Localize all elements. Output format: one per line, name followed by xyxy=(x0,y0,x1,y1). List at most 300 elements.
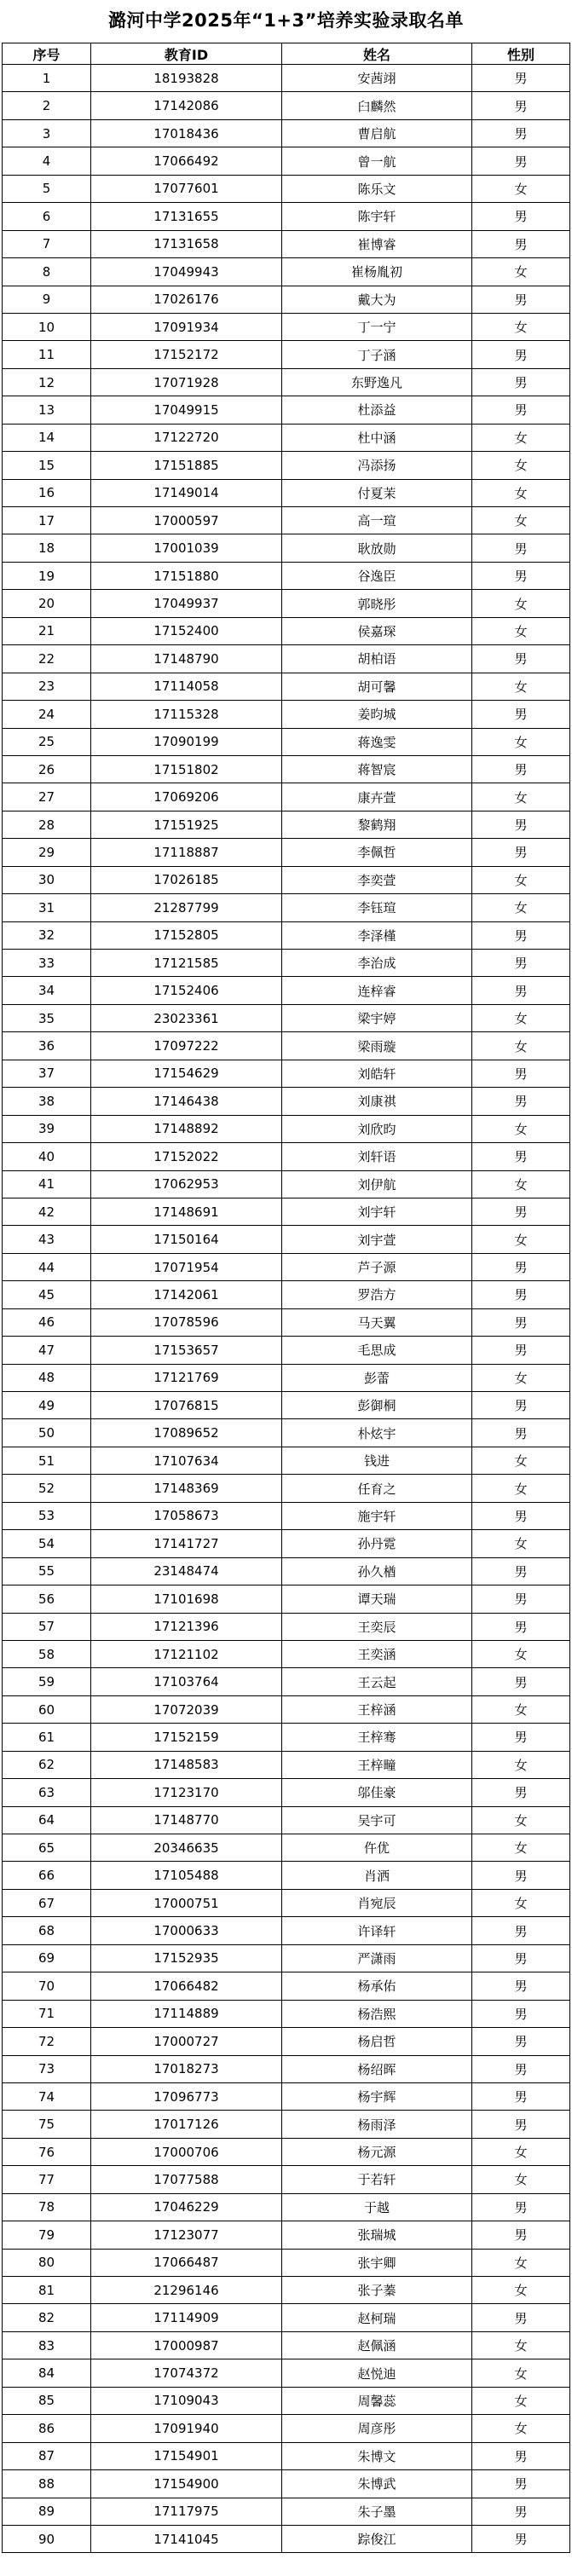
table-row xyxy=(3,2331,570,2359)
cell-index: 43 xyxy=(3,1226,91,1253)
cell-edu-id: 17142086 xyxy=(91,92,282,119)
cell-index: 17 xyxy=(3,507,91,534)
cell-gender: 女 xyxy=(472,1530,570,1557)
cell-index: 7 xyxy=(3,230,91,257)
cell-edu-id: 17049915 xyxy=(91,396,282,424)
cell-edu-id: 17114909 xyxy=(91,2304,282,2331)
cell-gender: 男 xyxy=(472,2442,570,2469)
table-row xyxy=(3,341,570,368)
cell-edu-id: 17105488 xyxy=(91,1862,282,1889)
cell-name: 刘宇轩 xyxy=(282,1198,472,1225)
cell-edu-id: 17150164 xyxy=(91,1226,282,1253)
table-row xyxy=(3,2249,570,2276)
cell-edu-id: 17123170 xyxy=(91,1779,282,1806)
cell-index: 44 xyxy=(3,1253,91,1280)
cell-name: 耿放勋 xyxy=(282,534,472,562)
cell-name: 刘宇萱 xyxy=(282,1226,472,1253)
table-row xyxy=(3,1115,570,1142)
cell-index: 18 xyxy=(3,534,91,562)
cell-index: 26 xyxy=(3,755,91,783)
cell-gender: 女 xyxy=(472,507,570,534)
cell-edu-id: 17142061 xyxy=(91,1281,282,1308)
cell-edu-id: 17001039 xyxy=(91,534,282,562)
cell-gender: 男 xyxy=(472,230,570,257)
cell-gender: 女 xyxy=(472,1834,570,1862)
cell-gender: 女 xyxy=(472,590,570,617)
cell-gender: 女 xyxy=(472,1032,570,1060)
table-row xyxy=(3,1834,570,1862)
table-row xyxy=(3,2166,570,2193)
cell-edu-id: 17069206 xyxy=(91,783,282,811)
cell-name: 李治成 xyxy=(282,950,472,977)
cell-index: 73 xyxy=(3,2055,91,2082)
cell-gender: 女 xyxy=(472,452,570,479)
column-header-edu-id: 教育ID xyxy=(91,43,282,65)
cell-gender: 男 xyxy=(472,1585,570,1613)
cell-index: 28 xyxy=(3,811,91,838)
cell-index: 68 xyxy=(3,1917,91,1944)
cell-index: 33 xyxy=(3,950,91,977)
cell-edu-id: 17000751 xyxy=(91,1889,282,1916)
cell-index: 39 xyxy=(3,1115,91,1142)
cell-edu-id: 17151802 xyxy=(91,755,282,783)
cell-index: 79 xyxy=(3,2221,91,2249)
cell-gender: 女 xyxy=(472,175,570,202)
cell-name: 安茜翊 xyxy=(282,65,472,92)
table-row xyxy=(3,1944,570,1972)
cell-gender: 男 xyxy=(472,1088,570,1115)
table-row xyxy=(3,2082,570,2110)
cell-gender: 女 xyxy=(472,2138,570,2165)
cell-index: 22 xyxy=(3,645,91,673)
cell-name: 于若轩 xyxy=(282,2166,472,2193)
table-row xyxy=(3,2470,570,2498)
cell-gender: 男 xyxy=(472,1862,570,1889)
cell-gender: 女 xyxy=(472,783,570,811)
cell-index: 35 xyxy=(3,1004,91,1031)
cell-name: 张瑞城 xyxy=(282,2221,472,2249)
table-row xyxy=(3,2359,570,2387)
cell-edu-id: 17090199 xyxy=(91,728,282,755)
cell-index: 23 xyxy=(3,673,91,700)
cell-gender: 女 xyxy=(472,617,570,644)
cell-index: 49 xyxy=(3,1392,91,1419)
cell-index: 15 xyxy=(3,452,91,479)
cell-edu-id: 17152172 xyxy=(91,341,282,368)
cell-edu-id: 17153657 xyxy=(91,1337,282,1364)
cell-edu-id: 17077601 xyxy=(91,175,282,202)
cell-gender: 男 xyxy=(472,92,570,119)
cell-name: 赵佩涵 xyxy=(282,2331,472,2359)
cell-gender: 男 xyxy=(472,977,570,1004)
cell-index: 37 xyxy=(3,1060,91,1087)
cell-edu-id: 17117975 xyxy=(91,2498,282,2525)
cell-name: 杨启哲 xyxy=(282,2028,472,2055)
table-row xyxy=(3,2498,570,2525)
cell-name: 郭晓彤 xyxy=(282,590,472,617)
table-row xyxy=(3,1308,570,1336)
cell-edu-id: 17148583 xyxy=(91,1751,282,1778)
cell-index: 9 xyxy=(3,286,91,313)
table-row xyxy=(3,424,570,451)
cell-name: 梁雨璇 xyxy=(282,1032,472,1060)
cell-edu-id: 17091934 xyxy=(91,313,282,340)
cell-name: 朴炫宇 xyxy=(282,1419,472,1447)
cell-edu-id: 17000633 xyxy=(91,1917,282,1944)
cell-name: 吴宇可 xyxy=(282,1806,472,1834)
cell-index: 65 xyxy=(3,1834,91,1862)
cell-gender: 女 xyxy=(472,424,570,451)
cell-name: 黎鹤翔 xyxy=(282,811,472,838)
cell-edu-id: 17114058 xyxy=(91,673,282,700)
cell-edu-id: 17046229 xyxy=(91,2193,282,2221)
cell-gender: 女 xyxy=(472,894,570,921)
cell-gender: 男 xyxy=(472,1308,570,1336)
cell-gender: 女 xyxy=(472,1751,570,1778)
cell-gender: 男 xyxy=(472,1060,570,1087)
table-row xyxy=(3,1613,570,1640)
cell-edu-id: 17148790 xyxy=(91,645,282,673)
cell-name: 杨承佑 xyxy=(282,1972,472,2000)
cell-name: 蒋逸雯 xyxy=(282,728,472,755)
cell-edu-id: 17151880 xyxy=(91,562,282,589)
table-body xyxy=(3,65,570,2553)
cell-name: 邬佳豪 xyxy=(282,1779,472,1806)
cell-name: 施宇轩 xyxy=(282,1502,472,1529)
cell-edu-id: 23023361 xyxy=(91,1004,282,1031)
table-row xyxy=(3,1972,570,2000)
table-row xyxy=(3,1281,570,1308)
cell-gender: 女 xyxy=(472,1475,570,1502)
table-row xyxy=(3,645,570,673)
cell-name: 孙久楢 xyxy=(282,1557,472,1585)
table-row xyxy=(3,2111,570,2138)
cell-name: 曹启航 xyxy=(282,119,472,147)
table-row xyxy=(3,1640,570,1667)
cell-gender: 男 xyxy=(472,811,570,838)
cell-index: 12 xyxy=(3,368,91,396)
cell-gender: 女 xyxy=(472,1447,570,1474)
cell-gender: 女 xyxy=(472,1889,570,1916)
table-header-row xyxy=(3,43,570,65)
cell-name: 仵优 xyxy=(282,1834,472,1862)
table-row xyxy=(3,755,570,783)
table-row xyxy=(3,1530,570,1557)
cell-name: 张子蓁 xyxy=(282,2277,472,2304)
cell-edu-id: 17148892 xyxy=(91,1115,282,1142)
table-row xyxy=(3,92,570,119)
table-row xyxy=(3,1668,570,1695)
cell-gender: 女 xyxy=(472,1640,570,1667)
table-row xyxy=(3,258,570,286)
cell-edu-id: 17118887 xyxy=(91,839,282,866)
cell-gender: 男 xyxy=(472,2000,570,2027)
cell-name: 臼麟然 xyxy=(282,92,472,119)
cell-edu-id: 18193828 xyxy=(91,65,282,92)
cell-edu-id: 17058673 xyxy=(91,1502,282,1529)
cell-index: 14 xyxy=(3,424,91,451)
cell-index: 90 xyxy=(3,2525,91,2552)
table-row xyxy=(3,479,570,506)
table-row xyxy=(3,1226,570,1253)
cell-edu-id: 17148770 xyxy=(91,1806,282,1834)
cell-gender: 男 xyxy=(472,1143,570,1170)
cell-gender: 女 xyxy=(472,2277,570,2304)
table-row xyxy=(3,701,570,728)
cell-edu-id: 17141045 xyxy=(91,2525,282,2552)
cell-gender: 女 xyxy=(472,1115,570,1142)
cell-edu-id: 17152159 xyxy=(91,1724,282,1751)
cell-index: 84 xyxy=(3,2359,91,2387)
cell-gender: 男 xyxy=(472,203,570,230)
table-row xyxy=(3,1337,570,1364)
cell-index: 55 xyxy=(3,1557,91,1585)
table-row xyxy=(3,313,570,340)
cell-edu-id: 21287799 xyxy=(91,894,282,921)
cell-edu-id: 17115328 xyxy=(91,701,282,728)
cell-name: 朱博武 xyxy=(282,2470,472,2498)
cell-edu-id: 17000987 xyxy=(91,2331,282,2359)
cell-gender: 女 xyxy=(472,1695,570,1723)
table-row xyxy=(3,2304,570,2331)
cell-name: 梁宇婷 xyxy=(282,1004,472,1031)
table-row xyxy=(3,1475,570,1502)
cell-index: 10 xyxy=(3,313,91,340)
cell-gender: 女 xyxy=(472,2415,570,2442)
cell-gender: 男 xyxy=(472,1337,570,1364)
table-row xyxy=(3,2000,570,2027)
admission-list-table xyxy=(2,43,570,2553)
table-row xyxy=(3,175,570,202)
cell-edu-id: 17018273 xyxy=(91,2055,282,2082)
cell-edu-id: 17148369 xyxy=(91,1475,282,1502)
cell-name: 蒋智宸 xyxy=(282,755,472,783)
cell-name: 连梓睿 xyxy=(282,977,472,1004)
cell-index: 86 xyxy=(3,2415,91,2442)
cell-gender: 男 xyxy=(472,701,570,728)
cell-gender: 男 xyxy=(472,65,570,92)
table-row xyxy=(3,1198,570,1225)
page-title: 潞河中学2025年“1+3”培养实验录取名单 xyxy=(108,10,464,31)
cell-name: 于越 xyxy=(282,2193,472,2221)
cell-index: 27 xyxy=(3,783,91,811)
cell-name: 周馨蕊 xyxy=(282,2387,472,2414)
cell-index: 21 xyxy=(3,617,91,644)
cell-name: 刘皓轩 xyxy=(282,1060,472,1087)
cell-gender: 男 xyxy=(472,1724,570,1751)
cell-name: 康卉萱 xyxy=(282,783,472,811)
table-row xyxy=(3,368,570,396)
cell-index: 53 xyxy=(3,1502,91,1529)
cell-name: 李佩哲 xyxy=(282,839,472,866)
cell-gender: 男 xyxy=(472,1253,570,1280)
cell-name: 朱博文 xyxy=(282,2442,472,2469)
cell-edu-id: 17148691 xyxy=(91,1198,282,1225)
cell-index: 24 xyxy=(3,701,91,728)
cell-index: 50 xyxy=(3,1419,91,1447)
cell-name: 钱进 xyxy=(282,1447,472,1474)
cell-index: 11 xyxy=(3,341,91,368)
cell-edu-id: 17000706 xyxy=(91,2138,282,2165)
cell-edu-id: 17018436 xyxy=(91,119,282,147)
cell-gender: 男 xyxy=(472,119,570,147)
cell-index: 13 xyxy=(3,396,91,424)
table-row xyxy=(3,1806,570,1834)
cell-name: 陈乐文 xyxy=(282,175,472,202)
cell-edu-id: 17151885 xyxy=(91,452,282,479)
cell-index: 83 xyxy=(3,2331,91,2359)
table-row xyxy=(3,396,570,424)
cell-name: 丁子涵 xyxy=(282,341,472,368)
table-row xyxy=(3,1004,570,1031)
cell-gender: 男 xyxy=(472,1779,570,1806)
table-row xyxy=(3,1695,570,1723)
cell-name: 崔博睿 xyxy=(282,230,472,257)
cell-index: 88 xyxy=(3,2470,91,2498)
table-row xyxy=(3,1502,570,1529)
cell-edu-id: 17096773 xyxy=(91,2082,282,2110)
column-header-gender: 性别 xyxy=(472,43,570,65)
cell-index: 2 xyxy=(3,92,91,119)
cell-name: 肖洒 xyxy=(282,1862,472,1889)
cell-gender: 男 xyxy=(472,562,570,589)
cell-edu-id: 17089652 xyxy=(91,1419,282,1447)
cell-name: 冯添扬 xyxy=(282,452,472,479)
cell-gender: 女 xyxy=(472,2331,570,2359)
table-row xyxy=(3,534,570,562)
cell-name: 杨浩熙 xyxy=(282,2000,472,2027)
cell-edu-id: 21296146 xyxy=(91,2277,282,2304)
table-row xyxy=(3,2442,570,2469)
table-row xyxy=(3,2221,570,2249)
cell-index: 48 xyxy=(3,1364,91,1391)
cell-name: 周彦彤 xyxy=(282,2415,472,2442)
cell-edu-id: 23148474 xyxy=(91,1557,282,1585)
cell-index: 80 xyxy=(3,2249,91,2276)
cell-index: 82 xyxy=(3,2304,91,2331)
cell-edu-id: 17131658 xyxy=(91,230,282,257)
cell-index: 36 xyxy=(3,1032,91,1060)
table-row xyxy=(3,507,570,534)
table-row xyxy=(3,1392,570,1419)
cell-name: 杜中涵 xyxy=(282,424,472,451)
cell-name: 赵柯瑞 xyxy=(282,2304,472,2331)
cell-index: 87 xyxy=(3,2442,91,2469)
cell-gender: 女 xyxy=(472,728,570,755)
cell-gender: 女 xyxy=(472,1226,570,1253)
table-row xyxy=(3,977,570,1004)
cell-gender: 男 xyxy=(472,1944,570,1972)
table-row xyxy=(3,783,570,811)
table-row xyxy=(3,2415,570,2442)
cell-index: 81 xyxy=(3,2277,91,2304)
cell-gender: 男 xyxy=(472,755,570,783)
cell-gender: 男 xyxy=(472,1557,570,1585)
cell-index: 25 xyxy=(3,728,91,755)
table-row xyxy=(3,866,570,893)
cell-name: 东野逸凡 xyxy=(282,368,472,396)
cell-index: 58 xyxy=(3,1640,91,1667)
cell-name: 胡柏语 xyxy=(282,645,472,673)
table-row xyxy=(3,1862,570,1889)
table-row xyxy=(3,2193,570,2221)
cell-gender: 男 xyxy=(472,2055,570,2082)
cell-edu-id: 17141727 xyxy=(91,1530,282,1557)
cell-edu-id: 17026176 xyxy=(91,286,282,313)
table-row xyxy=(3,1032,570,1060)
cell-index: 31 xyxy=(3,894,91,921)
table-row xyxy=(3,1143,570,1170)
cell-index: 30 xyxy=(3,866,91,893)
table-row xyxy=(3,562,570,589)
cell-gender: 男 xyxy=(472,950,570,977)
cell-edu-id: 17078596 xyxy=(91,1308,282,1336)
table-row xyxy=(3,1060,570,1087)
cell-index: 3 xyxy=(3,119,91,147)
cell-name: 王奕涵 xyxy=(282,1640,472,1667)
cell-gender: 女 xyxy=(472,2359,570,2387)
table-row xyxy=(3,1170,570,1198)
cell-index: 85 xyxy=(3,2387,91,2414)
cell-gender: 男 xyxy=(472,341,570,368)
cell-name: 马天翼 xyxy=(282,1308,472,1336)
cell-edu-id: 17154629 xyxy=(91,1060,282,1087)
cell-gender: 男 xyxy=(472,286,570,313)
cell-index: 38 xyxy=(3,1088,91,1115)
cell-edu-id: 17000727 xyxy=(91,2028,282,2055)
cell-name: 踪俊江 xyxy=(282,2525,472,2552)
cell-edu-id: 17121102 xyxy=(91,1640,282,1667)
cell-index: 47 xyxy=(3,1337,91,1364)
table-row xyxy=(3,921,570,949)
cell-name: 严潇雨 xyxy=(282,1944,472,1972)
cell-name: 陈宇轩 xyxy=(282,203,472,230)
cell-index: 46 xyxy=(3,1308,91,1336)
cell-edu-id: 17074372 xyxy=(91,2359,282,2387)
table-row xyxy=(3,1751,570,1778)
cell-index: 45 xyxy=(3,1281,91,1308)
cell-edu-id: 17121769 xyxy=(91,1364,282,1391)
cell-name: 杨绍晖 xyxy=(282,2055,472,2082)
table-row xyxy=(3,811,570,838)
cell-name: 丁一宁 xyxy=(282,313,472,340)
cell-edu-id: 17066482 xyxy=(91,1972,282,2000)
cell-edu-id: 17072039 xyxy=(91,1695,282,1723)
cell-gender: 男 xyxy=(472,2082,570,2110)
table-row xyxy=(3,147,570,175)
cell-edu-id: 17062953 xyxy=(91,1170,282,1198)
cell-index: 52 xyxy=(3,1475,91,1502)
table-row xyxy=(3,2525,570,2552)
table-row xyxy=(3,286,570,313)
cell-gender: 女 xyxy=(472,1364,570,1391)
cell-gender: 男 xyxy=(472,147,570,175)
cell-name: 许译轩 xyxy=(282,1917,472,1944)
cell-index: 69 xyxy=(3,1944,91,1972)
cell-edu-id: 17097222 xyxy=(91,1032,282,1060)
cell-gender: 男 xyxy=(472,645,570,673)
cell-edu-id: 17123077 xyxy=(91,2221,282,2249)
cell-name: 王梓骞 xyxy=(282,1724,472,1751)
cell-edu-id: 17077588 xyxy=(91,2166,282,2193)
cell-name: 侯嘉琛 xyxy=(282,617,472,644)
table-row xyxy=(3,1585,570,1613)
cell-edu-id: 17071954 xyxy=(91,1253,282,1280)
cell-name: 杨雨泽 xyxy=(282,2111,472,2138)
cell-index: 89 xyxy=(3,2498,91,2525)
cell-name: 毛思成 xyxy=(282,1337,472,1364)
table-row xyxy=(3,728,570,755)
